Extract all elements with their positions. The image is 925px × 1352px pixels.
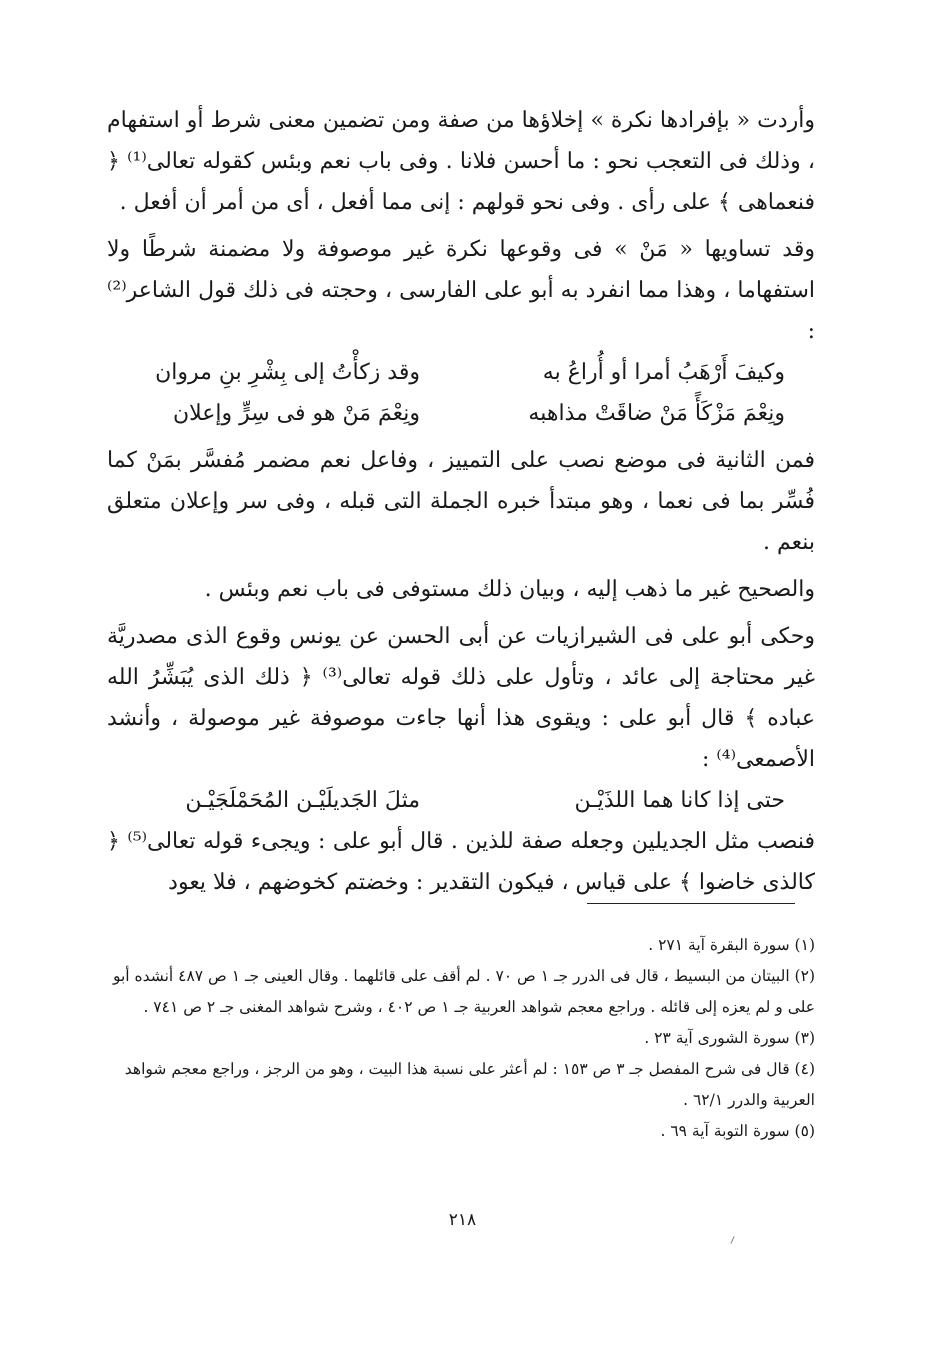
paragraph-1: وأردت « بإفرادها نكرة » إخلاؤها من صفة ومن تضمين معنى شرط أو استفهام ، وذلك فى التعجب نحو : ما أحسن فلانا . وفى باب نعم وبئس كقوله تعالى⁽¹⁾ ﴿ فنعماهى ﴾ على رأى . وفى نحو قولهم : إنى مما أفعل ، أى من أمر أن أفعل . <box>107 108 816 215</box>
verse-3-first-hemistich: حتى إذا كانا هما اللذَيْـن <box>574 788 785 813</box>
footnote-2: (٢) البيتان من البسيط ، قال فى الدرر جـ ١ ص ٧٠ . لم أقف على قائلهما . وقال العينى جـ ١ ص ٤٨٧ أنشده أبو على و لم يعزه إلى قائله . وراجع معجم شواهد العربية جـ ١ ص ٤٠٢ ، وشرح شواهد المغنى جـ ٢ ص ٧٤١ . <box>112 967 815 1016</box>
poem-verse-2 <box>107 393 815 434</box>
verse-1-second-hemistich: وقد زكأْتُ إلى بِشْرِ بنِ مروان <box>155 360 420 385</box>
paragraph-3: فمن الثانية فى موضع نصب على التمييز ، وفاعل نعم مضمر مُفسَّر بمَنْ كما فُسِّر بما فى نعما ، وهو مبتدأ خبره الجملة التى قبله ، وفى سر وإعلان متعلق بنعم . <box>107 448 815 555</box>
verse-2-second-hemistich: ونِعْمَ مَنْ هو فى سِرٍّ وإعلان <box>172 401 420 426</box>
verse-2-first-hemistich: ونِعْمَ مَزْكَأً مَنْ ضاقَتْ مذاهبه <box>528 401 785 426</box>
footnote-1: (١) سورة البقرة آية ٢٧١ . <box>648 936 815 954</box>
footnote-3: (٣) سورة الشورى آية ٢٣ . <box>644 1029 815 1047</box>
poem-verse-3 <box>107 780 815 821</box>
scan-speck <box>730 1236 734 1244</box>
paragraph-5: وحكى أبو على فى الشيرازيات عن أبى الحسن عن يونس وقوع الذى مصدريَّة غير محتاجة إلى عائد ، وتأول على ذلك قوله تعالى⁽³⁾ ﴿ ذلك الذى يُبَشِّرُ الله عباده ﴾ قال أبو على : ويقوى هذا أنها جاءت موصوفة غير موصولة ، وأنشد الأصمعى⁽⁴⁾ : <box>107 624 815 772</box>
footnote-separator <box>587 903 795 904</box>
page-number: ٢١٨ <box>448 1210 477 1230</box>
footnote-4: (٤) قال فى شرح المفصل جـ ٣ ص ١٥٣ : لم أعثر على نسبة هذا البيت ، وهو من الرجز ، وراجع معجم شواهد العربية والدرر ٦٢/١ . <box>124 1060 815 1109</box>
main-text <box>107 100 815 903</box>
footnotes <box>107 930 815 1147</box>
paragraph-2: وقد تساويها « مَنْ » فى وقوعها نكرة غير موصوفة ولا مضمنة شرطًا ولا استفهاما ، وهذا مما انفرد به أبو على الفارسى ، وحجته فى ذلك قول الشاعر⁽²⁾ : <box>107 237 815 344</box>
footnote-5: (٥) سورة التوبة آية ٦٩ . <box>660 1122 815 1140</box>
poem-verse-1 <box>107 352 815 393</box>
verse-1-first-hemistich: وكيفَ أَرْهَبُ أمرا أو أُراعُ به <box>542 360 785 385</box>
paragraph-4: والصحيح غير ما ذهب إليه ، وبيان ذلك مستوفى فى باب نعم وبئس . <box>204 577 815 602</box>
verse-3-second-hemistich: مثلَ الجَديلَيْـن المُحَمْلَجَيْـن <box>185 788 420 813</box>
paragraph-6: فنصب مثل الجديلين وجعله صفة للذين . قال أبو على : ويجىء قوله تعالى⁽⁵⁾ ﴿ كالذى خاضوا ﴾ على قياس ، فيكون التقدير : وخضتم كخوضهم ، فلا يعود <box>107 829 815 895</box>
